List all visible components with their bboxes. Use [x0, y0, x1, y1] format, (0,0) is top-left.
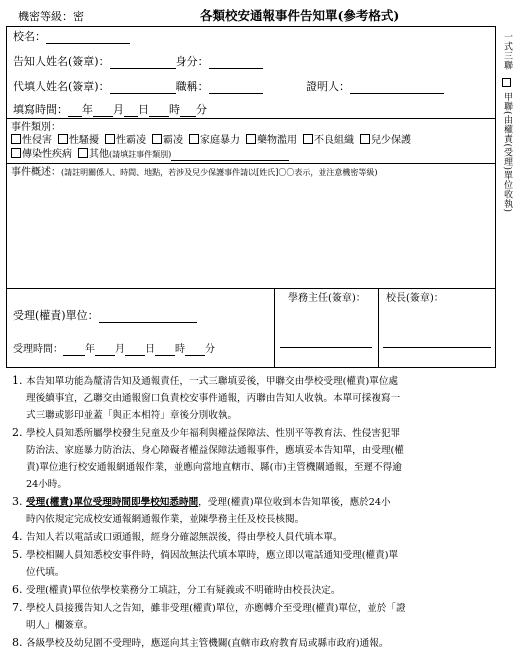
- note-item: [12, 493, 498, 528]
- note-number: 5.: [12, 548, 23, 561]
- checkbox[interactable]: [78, 148, 88, 158]
- note-number: 3.: [12, 495, 23, 508]
- divider: [378, 288, 379, 368]
- proxy-label: 代填人姓名(簽章)：: [13, 80, 110, 93]
- fill-time-label: 填寫時間：: [13, 103, 68, 116]
- security-level: 機密等級：密: [18, 10, 84, 23]
- checkbox[interactable]: [303, 134, 313, 144]
- proxy-input[interactable]: [110, 81, 176, 94]
- checkbox[interactable]: [58, 134, 68, 144]
- principal-label: 校長(簽章)：: [386, 293, 444, 304]
- note-number: 2.: [12, 426, 23, 439]
- category-option: 兒少保護: [371, 135, 411, 146]
- fill-year-input[interactable]: [68, 104, 82, 117]
- receive-day-input[interactable]: [125, 343, 145, 356]
- note-line: 告知人若以電話或口頭通報，經身分確認無誤後，得由學校人員代填本單。: [26, 532, 343, 543]
- note-item: [12, 424, 498, 493]
- note-item: [12, 599, 498, 634]
- category-option: 其他: [89, 149, 109, 160]
- notes-list: [12, 372, 498, 652]
- receiver-label: 受理(權責)單位：: [13, 309, 99, 322]
- receive-time-field: [13, 343, 215, 356]
- year-unit: 年: [85, 344, 95, 355]
- note-line: 各級學校及幼兒園不受理時，應逕向其主管機關(直轄市政府教育局或縣市政府)通報。: [26, 638, 389, 649]
- note-item: [12, 372, 498, 424]
- summary-textarea[interactable]: [8, 180, 494, 284]
- witness-label: 證明人：: [306, 80, 350, 93]
- witness-input[interactable]: [350, 81, 444, 94]
- receive-hour-input[interactable]: [155, 343, 175, 356]
- identity-label: 身分：: [175, 55, 209, 68]
- checkbox[interactable]: [360, 134, 370, 144]
- checkbox[interactable]: [152, 134, 162, 144]
- note-number: 1.: [12, 374, 23, 387]
- month-unit: 月: [113, 103, 124, 116]
- form-title: 各類校安通報事件告知單(參考格式): [200, 8, 400, 23]
- category-label: 事件類別：: [11, 122, 61, 133]
- note-number: 6.: [12, 583, 23, 596]
- summary-field: [11, 166, 377, 179]
- checkbox[interactable]: [11, 134, 21, 144]
- day-unit: 日: [138, 103, 149, 116]
- proxy-field: [13, 80, 263, 94]
- category-row-1: [11, 134, 417, 147]
- other-input[interactable]: [171, 150, 289, 161]
- category-row-2: [11, 148, 289, 161]
- note-line: 理後續事宜，乙聯交由通報窗口負責校安事件通報，丙聯由告知人收執。本單可採複寫一: [26, 393, 401, 404]
- school-input[interactable]: [46, 31, 130, 44]
- note-number: 8.: [12, 636, 23, 649]
- note-item: [12, 528, 498, 546]
- summary-label: 事件概述：: [11, 167, 61, 178]
- school-label: 校名：: [13, 30, 46, 43]
- informant-label: 告知人姓名(簽章)：: [13, 55, 110, 68]
- divider: [6, 118, 496, 119]
- note-item: [12, 581, 498, 599]
- identity-input[interactable]: [209, 56, 263, 69]
- receiver-input[interactable]: [99, 310, 197, 323]
- hour-unit: 時: [175, 344, 185, 355]
- side-note-copies: 一式三聯: [502, 32, 512, 70]
- receive-year-input[interactable]: [63, 343, 85, 356]
- note-item: [12, 546, 498, 581]
- receive-minute-input[interactable]: [185, 343, 205, 356]
- note-number: 7.: [12, 601, 23, 614]
- note-line: 學校人員知悉所屬學校發生兒童及少年福利與權益保障法、性別平等教育法、性侵害犯罪: [26, 428, 401, 439]
- director-signature-line[interactable]: [280, 347, 372, 348]
- fill-time-field: [13, 103, 207, 117]
- note-line: 明人」欄簽章。: [26, 620, 94, 631]
- minute-unit: 分: [205, 344, 215, 355]
- category-option: 不良組織: [314, 135, 354, 146]
- position-label: 職稱：: [175, 80, 209, 93]
- receiver-field: [13, 309, 197, 323]
- principal-signature-line[interactable]: [383, 347, 491, 348]
- receive-month-input[interactable]: [95, 343, 115, 356]
- fill-hour-input[interactable]: [149, 104, 169, 117]
- school-field: [13, 30, 130, 44]
- side-note-copy-a: 甲聯(由權責(受理)單位收執): [502, 92, 512, 213]
- note-line: 受理(權責)單位依學校業務分工填註，分工有疑義或不明確時由校長決定。: [26, 585, 341, 596]
- informant-field: [13, 55, 263, 69]
- fill-day-input[interactable]: [124, 104, 138, 117]
- other-hint: (請填註事件類別): [109, 150, 172, 159]
- checkbox[interactable]: [246, 134, 256, 144]
- note-line: 時內依規定完成校安通報網通報作業，並陳學務主任及校長核閱。: [26, 514, 305, 525]
- divider: [274, 288, 275, 368]
- note-number: 4.: [12, 530, 23, 543]
- position-input[interactable]: [209, 81, 263, 94]
- category-option: 性侵害: [22, 135, 52, 146]
- note-line: 防治法、家庭暴力防治法、身心障礙者權益保障法通報事件，應填妥本告知單，由受理(權: [26, 445, 404, 456]
- note-line: 責)單位進行校安通報網通報作業，並應向當地直轄市、縣(市)主管機關通報，至遲不得逾: [26, 462, 402, 473]
- year-unit: 年: [82, 103, 93, 116]
- hour-unit: 時: [169, 103, 180, 116]
- note-line: ，受理(權責)單位收到本告知單後，應於24小: [198, 497, 391, 508]
- category-option: 霸凌: [163, 135, 183, 146]
- note-line: 學校相關人員知悉校安事件時，倘因故無法代填本單時，應立即以電話通知受理(權責)單: [26, 550, 399, 561]
- note-line: 24小時。: [26, 479, 67, 490]
- checkbox[interactable]: [105, 134, 115, 144]
- category-option: 性霸凌: [116, 135, 146, 146]
- receive-time-label: 受理時間：: [13, 344, 63, 355]
- informant-input[interactable]: [110, 56, 176, 69]
- minute-unit: 分: [196, 103, 207, 116]
- note-emphasis: 受理(權責)單位受理時間即學校知悉時間: [26, 497, 199, 508]
- note-line: 式三聯或影印並蓋「與正本相符」章後分別收執。: [26, 410, 238, 421]
- category-option: 傳染性疾病: [22, 149, 72, 160]
- fill-minute-input[interactable]: [180, 104, 196, 117]
- divider: [6, 288, 496, 289]
- summary-hint: (請註明關係人、時間、地點，若涉及兒少保護事件請以[姓氏]〇〇表示，並注意機密等級): [61, 168, 378, 177]
- side-note-checkbox[interactable]: [502, 78, 511, 87]
- divider: [6, 163, 496, 164]
- director-label: 學務主任(簽章)：: [288, 293, 366, 304]
- witness-field: [306, 80, 444, 94]
- fill-month-input[interactable]: [93, 104, 113, 117]
- day-unit: 日: [145, 344, 155, 355]
- category-option: 性騷擾: [69, 135, 99, 146]
- note-line: 本告知單功能為釐清告知及通報責任，一式三聯填妥後，甲聯交由學校受理(權責)單位處: [26, 376, 399, 387]
- category-option: 藥物濫用: [257, 135, 297, 146]
- note-item: [12, 634, 498, 652]
- checkbox[interactable]: [189, 134, 199, 144]
- category-option: 家庭暴力: [200, 135, 240, 146]
- month-unit: 月: [115, 344, 125, 355]
- note-line: 位代填。: [26, 567, 65, 578]
- checkbox[interactable]: [11, 148, 21, 158]
- note-line: 學校人員接獲告知人之告知，雖非受理(權責)單位，亦應轉介至受理(權責)單位，並於「證: [26, 603, 406, 614]
